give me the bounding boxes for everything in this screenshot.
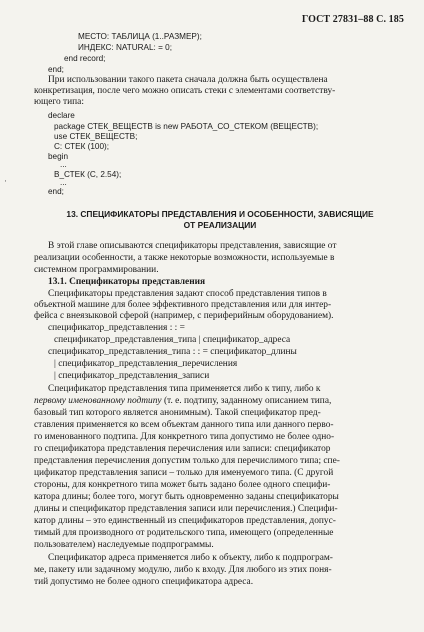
paragraph-line: фейса с внеязыковой сферой (например, с периферийным оборудованием). <box>34 311 334 321</box>
paragraph-line: ющего типа: <box>34 97 84 107</box>
code-line: ИНДЕКС: NATURAL: = 0; <box>78 43 172 52</box>
paragraph-line: системном программировании. <box>34 265 159 275</box>
margin-mark: · <box>4 176 7 186</box>
paragraph-line: ставления применяется ко всем объектам данного типа или данного перво- <box>34 420 334 430</box>
paragraph-line: катор длины – это единственный из спецификаторов представления, допус- <box>34 516 336 526</box>
code-line: package СТЕК_ВЕЩЕСТВ is new РАБОТА_СО_СТЕКОМ (ВЕЩЕСТВ); <box>54 122 319 131</box>
paragraph-line: первому именованному подтипу (т. е. подтипу, заданному описанием типа, <box>34 396 332 406</box>
paragraph-line: Спецификаторы представления задают способ представления типов в <box>48 289 327 299</box>
italic-term: первому именованному подтипу <box>34 396 162 406</box>
grammar-rule: спецификатор_представления_типа | спецификатор_адреса <box>54 335 291 345</box>
grammar-rule: | спецификатор_представления_записи <box>54 371 210 381</box>
paragraph-line: При использовании такого пакета сначала должна быть осуществлена <box>48 75 328 85</box>
section-title: ОТ РЕАЛИЗАЦИИ <box>183 220 257 230</box>
code-line: end record; <box>64 54 106 63</box>
paragraph-line: стороны, для конкретного типа может быть задано более одного специфи- <box>34 480 331 490</box>
code-line: ... <box>60 160 67 169</box>
code-line: declare <box>48 111 75 120</box>
paragraph-line: тий допустимо не более одного спецификатора адреса. <box>34 577 254 587</box>
paragraph-line: представления перечисления допустим только для перечислимого типа; спе- <box>34 456 340 466</box>
paragraph-line: базовый тип которого является анонимным). Такой спецификатор пред- <box>34 408 321 418</box>
grammar-rule: спецификатор_представления_типа : : = спецификатор_длины <box>48 347 297 357</box>
section-title: 13. СПЕЦИФИКАТОРЫ ПРЕДСТАВЛЕНИЯ И ОСОБЕННОСТИ, ЗАВИСЯЩИЕ <box>66 209 374 219</box>
paragraph-line: объектной машине для более эффективного представления или для интер- <box>34 300 332 310</box>
code-line: В_СТЕК (С, 2.54); <box>54 170 122 179</box>
paragraph-line: длины и спецификатор представления записи или перечисления.) Специфи- <box>34 504 338 514</box>
paragraph-line: ме, пакету или задачному модулю, либо к входу. Для любого из этих поня- <box>34 565 332 575</box>
grammar-rule: | спецификатор_представления_перечисления <box>54 359 238 369</box>
code-line: end; <box>48 65 64 74</box>
paragraph-line: тимый для производного от родительского типа, имеющего (определенные <box>34 528 334 538</box>
paragraph-line: го именованного подтипа. Для конкретного типа допустимо не более одно- <box>34 432 335 442</box>
paragraph-line: реализации особенности, а также некоторые возможности, используемые в <box>34 253 335 263</box>
paragraph-line: цификатор представления записи – только для именуемого типа. (С другой <box>34 468 334 478</box>
code-line: МЕСТО: ТАБЛИЦА (1..РАЗМЕР); <box>78 32 202 41</box>
code-line: С: СТЕК (100); <box>54 142 109 151</box>
paragraph-line: В этой главе описываются спецификаторы представления, зависящие от <box>48 241 337 251</box>
code-line: end; <box>48 187 64 196</box>
page-header: ГОСТ 27831–88 С. 185 <box>301 14 404 25</box>
paragraph-line: пользователем) наследуемые подпрограммы. <box>34 540 214 550</box>
paragraph-line: го спецификатора представления перечисления или записи: спецификатор <box>34 444 331 454</box>
paragraph-line: конкретизация, после чего можно описать стеки с элементами соответству- <box>34 86 336 96</box>
paragraph-line: катора длины; более того, могут быть одновременно заданы спецификаторы <box>34 492 339 502</box>
code-line: ... <box>60 178 67 187</box>
code-line: use СТЕК_ВЕЩЕСТВ; <box>54 132 138 141</box>
grammar-rule: спецификатор_представления : : = <box>48 323 185 333</box>
code-line: begin <box>48 152 69 161</box>
subsection-title: 13.1. Спецификаторы представления <box>48 277 206 287</box>
paragraph-line: Спецификатор адреса применяется либо к объекту, либо к подпрограм- <box>48 553 333 563</box>
paragraph-line: Спецификатор представления типа применяется либо к типу, либо к <box>48 384 321 394</box>
